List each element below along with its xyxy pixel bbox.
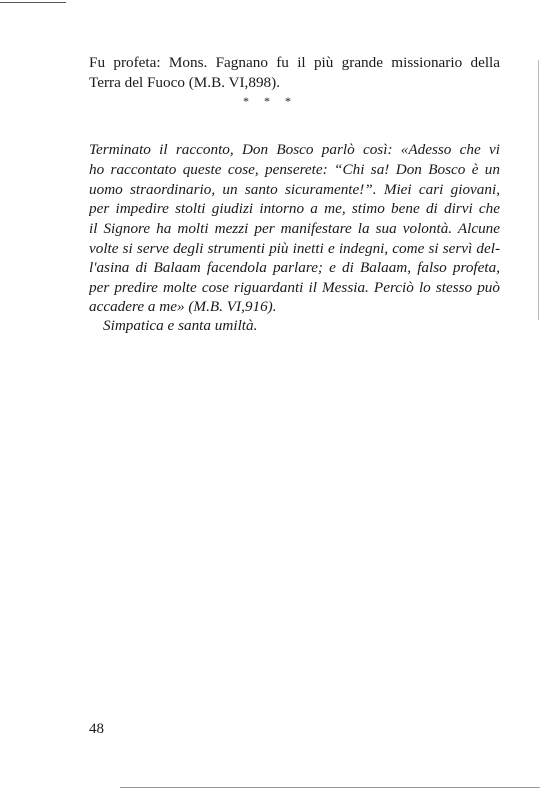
section-separator: * * * bbox=[243, 94, 297, 108]
closing-line: Simpatica e santa umiltà. bbox=[103, 317, 258, 334]
paragraph-1-line-1: Fu profeta: Mons. Fagnano fu il più grande missionario della bbox=[89, 54, 500, 71]
paragraph-2-line-8: per predire molte cose riguardanti il Messia. Perciò lo stesso può bbox=[89, 279, 500, 296]
page-number: 48 bbox=[89, 721, 104, 737]
paragraph-2-line-9: accadere a me» (M.B. VI,916). bbox=[89, 298, 277, 315]
top-rule bbox=[0, 2, 66, 3]
paragraph-2-line-1: Terminato il racconto, Don Bosco parlò così: «Adesso che vi bbox=[89, 141, 500, 158]
paragraph-2-line-7: l'asina di Balaam facendola parlare; e di Balaam, falso profeta, bbox=[89, 259, 500, 276]
paragraph-2-line-3: uomo straordinario, un santo sicuramente!”. Miei cari giovani, bbox=[89, 181, 500, 198]
paragraph-2-line-4: per impedire stolti giudizi intorno a me, stimo bene di dirvi che bbox=[89, 200, 500, 217]
paragraph-2-line-2: ho raccontato queste cose, penserete: “Chi sa! Don Bosco è un bbox=[89, 161, 500, 178]
paragraph-1-line-2: Terra del Fuoco (M.B. VI,898). bbox=[89, 74, 280, 91]
paragraph-2-line-5: il Signore ha molti mezzi per manifestare la sua volontà. Alcune bbox=[89, 220, 500, 237]
bottom-rule bbox=[120, 787, 540, 788]
paragraph-2-line-6: volte si serve degli strumenti più inetti e indegni, come si servì del- bbox=[89, 240, 500, 257]
